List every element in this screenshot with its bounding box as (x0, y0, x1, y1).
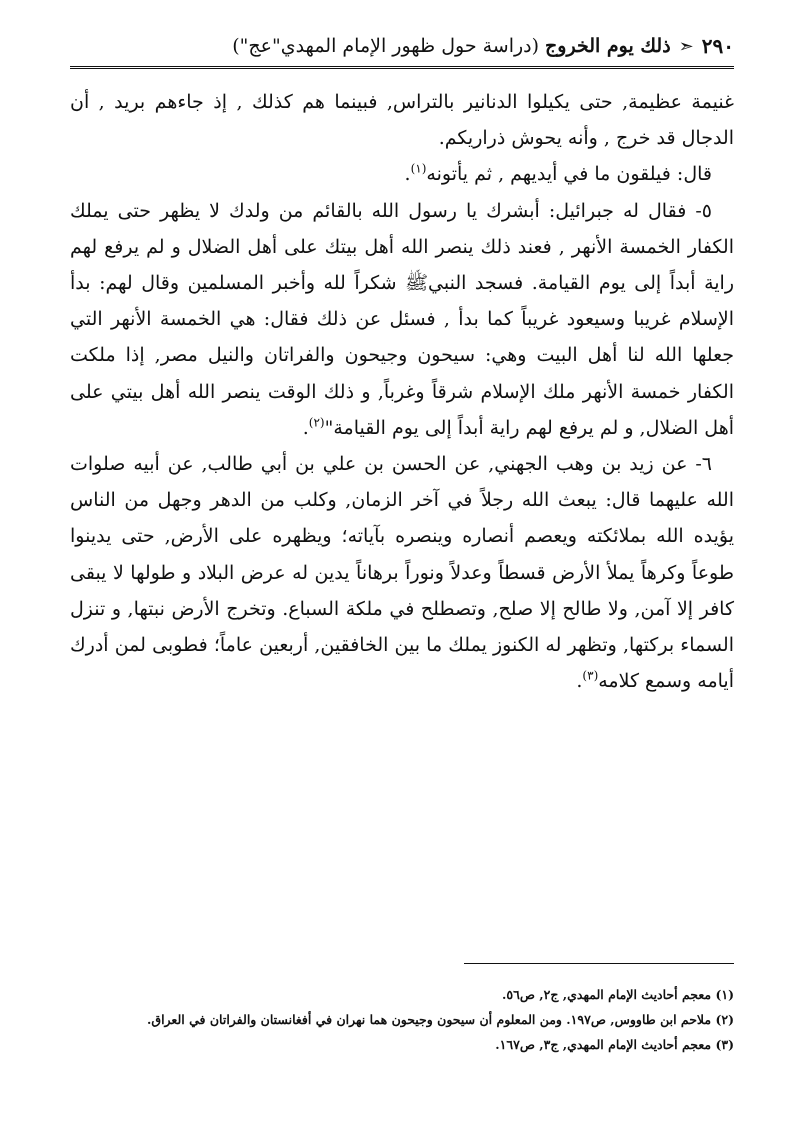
paragraph-1 (70, 84, 734, 156)
footnote-1: (١) معجم أحاديث الإمام المهدي, ج٢, ص٥٦. (502, 987, 734, 1002)
main-text (70, 84, 734, 699)
footnote-ref-3: (٣) (582, 668, 599, 683)
arrow-icon: ➣ (678, 35, 694, 57)
footnotes (70, 982, 734, 1057)
paragraph-tail: . (576, 670, 583, 693)
page-number: ٢٩٠ (701, 34, 734, 58)
footnote-3: (٣) معجم أحاديث الإمام المهدي, ج٣, ص١٦٧. (495, 1037, 734, 1052)
paragraph-2 (70, 156, 734, 192)
paragraph-4 (70, 446, 734, 699)
running-header (70, 28, 734, 64)
paragraph-3 (70, 193, 734, 446)
footnote-ref-2: (٢) (308, 415, 325, 430)
paragraph-tail: . (404, 163, 411, 186)
book-subtitle: (دراسة حول ظهور الإمام المهدي"عج") (232, 35, 540, 57)
book-title: ذلك يوم الخروج (545, 35, 671, 57)
paragraph-text: ٥- فقال له جبرائيل: أبشرك يا رسول الله بالقائم من ولدك لا يظهر حتى يملك الكفار الخمسة الأنهر , فعند ذلك ينصر الله أهل بيتك على أهل الضلال و لم يرفع لهم راية أبداً إلى يوم القيامة. فسجد النبيﷺ شكراً لله وأخبر المسلمين وقال لهم: بدأ الإسلام غريبا وسيعود غريباً كما بدأ , فسئل عن ذلك فقال: هي الخمسة الأنهر التي جعلها الله لنا أهل البيت وهي: سيحون وجيحون والفراتان والنيل مصر, إذا ملكت الكفار خمسة الأنهر ملك الإسلام شرقاً وغرباً, و ذلك الوقت ينصر الله أهل بيتي على أهل الضلال, و لم يرفع لهم راية أبداً إلى يوم القيامة" (70, 199, 734, 439)
paragraph-text: غنيمة عظيمة, حتى يكيلوا الدنانير بالتراس, فبينما هم كذلك , إذ جاءهم بريد , أن الدجال قد خرج , وأنه يحوش ذراريكم. (70, 91, 734, 150)
paragraph-text: قال: فيلقون ما في أيديهم , ثم يأتونه (426, 163, 712, 186)
paragraph-text: ٦- عن زيد بن وهب الجهني, عن الحسن بن علي بن أبي طالب, عن أبيه صلوات الله عليهما قال: يبعث الله رجلاً في آخر الزمان, وكلب من الدهر وجهل من الناس يؤيده الله بملائكته ويعصم أنصاره وينصره بآياته؛ ويظهره على الأرض, حتى يدينوا طوعاً وكرهاً يملأ الأرض قسطاً وعدلاً ونوراً برهاناً يدين له عرض البلاد و طولها لا يبقى كافر إلا آمن, ولا طالح إلا صلح, وتصطلح في ملكة السباع. وتخرج الأرض نبتها, و تنزل السماء بركتها, وتظهر له الكنوز يملك ما بين الخافقين, أربعين عاماً؛ فطوبى لمن أدرك أيامه وسمع كلامه (70, 453, 734, 693)
footnote-ref-1: (١) (410, 162, 427, 177)
footnote-rule (464, 963, 734, 964)
header-rule (70, 66, 734, 69)
footnote-2: (٢) ملاحم ابن طاووس, ص١٩٧. ومن المعلوم أن سيحون وجيحون هما نهران في أفغانستان والفراتان في العراق. (147, 1012, 734, 1027)
paragraph-tail: . (302, 416, 309, 439)
